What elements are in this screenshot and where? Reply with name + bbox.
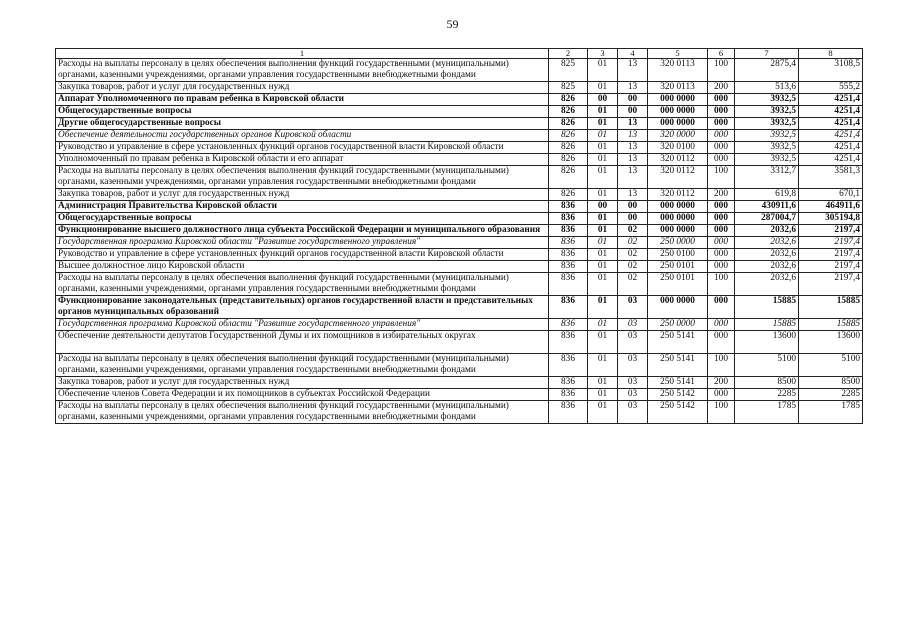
table-row <box>56 354 863 377</box>
expense-type-code-cell: 100 <box>708 166 735 189</box>
target-item-code-cell: 250 5141 <box>648 354 708 377</box>
amount-year2-cell: 1785 <box>799 401 863 424</box>
amount-year1-cell: 3932,5 <box>735 118 799 130</box>
subsection-code-cell: 03 <box>618 389 648 401</box>
target-item-code-cell: 320 0000 <box>648 130 708 142</box>
target-item-code-cell: 320 0112 <box>648 166 708 189</box>
amount-year1-cell: 1785 <box>735 401 799 424</box>
amount-year2-cell: 464911,6 <box>799 201 863 213</box>
amount-year1-cell: 2032,6 <box>735 273 799 296</box>
expense-type-code-cell: 000 <box>708 106 735 118</box>
amount-year1-cell: 2032,6 <box>735 225 799 237</box>
expense-type-code-cell: 000 <box>708 389 735 401</box>
target-item-code-cell: 000 0000 <box>648 106 708 118</box>
section-code-cell: 01 <box>588 389 618 401</box>
table-row <box>56 130 863 142</box>
amount-year2-cell: 2197,4 <box>799 261 863 273</box>
target-item-code-cell: 000 0000 <box>648 296 708 319</box>
ministry-code-cell: 836 <box>549 225 588 237</box>
expense-type-code-cell: 100 <box>708 401 735 424</box>
section-code-cell: 01 <box>588 237 618 249</box>
expense-type-code-cell: 000 <box>708 261 735 273</box>
target-item-code-cell: 250 0101 <box>648 261 708 273</box>
target-item-code-cell: 320 0100 <box>648 142 708 154</box>
amount-year1-cell: 3932,5 <box>735 130 799 142</box>
section-code-cell: 01 <box>588 130 618 142</box>
amount-year1-cell: 2032,6 <box>735 249 799 261</box>
subsection-code-cell: 13 <box>618 82 648 94</box>
expense-description-cell: Закупка товаров, работ и услуг для государственных нужд <box>56 377 549 389</box>
ministry-code-cell: 836 <box>549 237 588 249</box>
table-row <box>56 249 863 261</box>
target-item-code-cell: 000 0000 <box>648 225 708 237</box>
table-row <box>56 106 863 118</box>
amount-year2-cell: 4251,4 <box>799 142 863 154</box>
table-row <box>56 401 863 424</box>
target-item-code-cell: 320 0112 <box>648 189 708 201</box>
ministry-code-cell: 826 <box>549 154 588 166</box>
subsection-code-cell: 13 <box>618 189 648 201</box>
amount-year1-cell: 2032,6 <box>735 261 799 273</box>
ministry-code-cell: 836 <box>549 319 588 331</box>
expense-description-cell: Закупка товаров, работ и услуг для государственных нужд <box>56 189 549 201</box>
subsection-code-cell: 00 <box>618 201 648 213</box>
expense-description-cell: Расходы на выплаты персоналу в целях обеспечения выполнения функций государственными (муниципальными) органами, казенными учреждениями, органами управления государственными внебюджетными фондами <box>56 401 549 424</box>
expense-description-cell: Обеспечение деятельности государственных органов Кировской области <box>56 130 549 142</box>
amount-year1-cell: 3932,5 <box>735 94 799 106</box>
amount-year2-cell: 555,2 <box>799 82 863 94</box>
ministry-code-cell: 836 <box>549 389 588 401</box>
ministry-code-cell: 836 <box>549 401 588 424</box>
section-code-cell: 01 <box>588 142 618 154</box>
expense-description-cell: Расходы на выплаты персоналу в целях обеспечения выполнения функций государственными (муниципальными) органами, казенными учреждениями, органами управления государственными внебюджетными фондами <box>56 59 549 82</box>
expense-type-code-cell: 100 <box>708 59 735 82</box>
table-row <box>56 189 863 201</box>
amount-year2-cell: 4251,4 <box>799 130 863 142</box>
table-row <box>56 82 863 94</box>
expense-type-code-cell: 000 <box>708 154 735 166</box>
ministry-code-cell: 836 <box>549 249 588 261</box>
amount-year2-cell: 2197,4 <box>799 273 863 296</box>
section-code-cell: 01 <box>588 249 618 261</box>
target-item-code-cell: 250 0101 <box>648 273 708 296</box>
section-code-cell: 01 <box>588 273 618 296</box>
column-header: 6 <box>708 49 735 59</box>
table-row <box>56 331 863 354</box>
section-code-cell: 00 <box>588 201 618 213</box>
amount-year1-cell: 8500 <box>735 377 799 389</box>
section-code-cell: 00 <box>588 94 618 106</box>
column-header: 4 <box>618 49 648 59</box>
expense-type-code-cell: 000 <box>708 296 735 319</box>
amount-year1-cell: 3312,7 <box>735 166 799 189</box>
section-code-cell: 01 <box>588 225 618 237</box>
column-header: 5 <box>648 49 708 59</box>
subsection-code-cell: 00 <box>618 106 648 118</box>
expense-description-cell: Государственная программа Кировской области "Развитие государственного управления" <box>56 237 549 249</box>
subsection-code-cell: 00 <box>618 213 648 225</box>
amount-year2-cell: 13600 <box>799 331 863 354</box>
page-number: 59 <box>446 17 459 31</box>
expense-type-code-cell: 000 <box>708 237 735 249</box>
table-row <box>56 296 863 319</box>
target-item-code-cell: 250 5142 <box>648 389 708 401</box>
amount-year1-cell: 13600 <box>735 331 799 354</box>
section-code-cell: 01 <box>588 154 618 166</box>
subsection-code-cell: 03 <box>618 319 648 331</box>
ministry-code-cell: 825 <box>549 82 588 94</box>
subsection-code-cell: 13 <box>618 59 648 82</box>
amount-year2-cell: 2197,4 <box>799 249 863 261</box>
expense-type-code-cell: 000 <box>708 331 735 354</box>
amount-year1-cell: 2875,4 <box>735 59 799 82</box>
ministry-code-cell: 836 <box>549 213 588 225</box>
subsection-code-cell: 13 <box>618 130 648 142</box>
table-row <box>56 154 863 166</box>
section-code-cell: 01 <box>588 401 618 424</box>
subsection-code-cell: 02 <box>618 261 648 273</box>
table-row <box>56 166 863 189</box>
expense-type-code-cell: 000 <box>708 142 735 154</box>
table-row <box>56 261 863 273</box>
column-header: 3 <box>588 49 618 59</box>
table-row <box>56 142 863 154</box>
expense-type-code-cell: 000 <box>708 225 735 237</box>
table-row <box>56 319 863 331</box>
expense-type-code-cell: 000 <box>708 319 735 331</box>
expense-type-code-cell: 000 <box>708 201 735 213</box>
amount-year1-cell: 619,8 <box>735 189 799 201</box>
subsection-code-cell: 13 <box>618 154 648 166</box>
ministry-code-cell: 826 <box>549 166 588 189</box>
section-code-cell: 01 <box>588 106 618 118</box>
ministry-code-cell: 826 <box>549 189 588 201</box>
expense-description-cell: Общегосударственные вопросы <box>56 213 549 225</box>
ministry-code-cell: 836 <box>549 261 588 273</box>
subsection-code-cell: 03 <box>618 401 648 424</box>
column-header: 8 <box>799 49 863 59</box>
amount-year2-cell: 4251,4 <box>799 118 863 130</box>
table-row <box>56 59 863 82</box>
amount-year2-cell: 4251,4 <box>799 106 863 118</box>
section-code-cell: 01 <box>588 82 618 94</box>
amount-year2-cell: 670,1 <box>799 189 863 201</box>
amount-year2-cell: 8500 <box>799 377 863 389</box>
amount-year1-cell: 5100 <box>735 354 799 377</box>
amount-year2-cell: 15885 <box>799 319 863 331</box>
table-row <box>56 377 863 389</box>
subsection-code-cell: 02 <box>618 237 648 249</box>
section-code-cell: 01 <box>588 319 618 331</box>
expense-description-cell: Общегосударственные вопросы <box>56 106 549 118</box>
ministry-code-cell: 836 <box>549 296 588 319</box>
subsection-code-cell: 02 <box>618 273 648 296</box>
section-code-cell: 01 <box>588 118 618 130</box>
expense-type-code-cell: 000 <box>708 130 735 142</box>
target-item-code-cell: 000 0000 <box>648 118 708 130</box>
amount-year1-cell: 15885 <box>735 296 799 319</box>
expense-type-code-cell: 000 <box>708 94 735 106</box>
amount-year1-cell: 2032,6 <box>735 237 799 249</box>
budget-table <box>55 48 863 424</box>
amount-year2-cell: 5100 <box>799 354 863 377</box>
table-row <box>56 225 863 237</box>
target-item-code-cell: 000 0000 <box>648 201 708 213</box>
table-row <box>56 201 863 213</box>
subsection-code-cell: 03 <box>618 296 648 319</box>
amount-year2-cell: 3581,3 <box>799 166 863 189</box>
table-row <box>56 273 863 296</box>
expense-description-cell: Закупка товаров, работ и услуг для государственных нужд <box>56 82 549 94</box>
target-item-code-cell: 250 0000 <box>648 237 708 249</box>
subsection-code-cell: 13 <box>618 166 648 189</box>
expense-type-code-cell: 000 <box>708 118 735 130</box>
amount-year1-cell: 3932,5 <box>735 106 799 118</box>
target-item-code-cell: 000 0000 <box>648 94 708 106</box>
amount-year1-cell: 430911,6 <box>735 201 799 213</box>
ministry-code-cell: 825 <box>549 59 588 82</box>
target-item-code-cell: 250 5141 <box>648 331 708 354</box>
expense-type-code-cell: 000 <box>708 213 735 225</box>
expense-type-code-cell: 200 <box>708 189 735 201</box>
column-header: 2 <box>549 49 588 59</box>
amount-year2-cell: 3108,5 <box>799 59 863 82</box>
expense-type-code-cell: 200 <box>708 377 735 389</box>
table-row <box>56 237 863 249</box>
table-row <box>56 94 863 106</box>
target-item-code-cell: 250 5141 <box>648 377 708 389</box>
expense-description-cell: Руководство и управление в сфере установленных функций органов государственной власти Кировской области <box>56 142 549 154</box>
section-code-cell: 01 <box>588 331 618 354</box>
subsection-code-cell: 13 <box>618 118 648 130</box>
amount-year2-cell: 2285 <box>799 389 863 401</box>
subsection-code-cell: 03 <box>618 377 648 389</box>
amount-year1-cell: 287004,7 <box>735 213 799 225</box>
target-item-code-cell: 250 0000 <box>648 319 708 331</box>
target-item-code-cell: 320 0113 <box>648 82 708 94</box>
column-number-row <box>56 49 863 59</box>
expense-description-cell: Аппарат Уполномоченного по правам ребенка в Кировской области <box>56 94 549 106</box>
ministry-code-cell: 826 <box>549 106 588 118</box>
expense-description-cell: Обеспечение членов Совета Федерации и их помощников в субъектах Российской Федерации <box>56 389 549 401</box>
table-row <box>56 118 863 130</box>
expense-description-cell: Функционирование высшего должностного лица субъекта Российской Федерации и муниципального образования <box>56 225 549 237</box>
ministry-code-cell: 826 <box>549 130 588 142</box>
expense-description-cell: Другие общегосударственные вопросы <box>56 118 549 130</box>
target-item-code-cell: 000 0000 <box>648 213 708 225</box>
amount-year1-cell: 2285 <box>735 389 799 401</box>
section-code-cell: 01 <box>588 296 618 319</box>
target-item-code-cell: 320 0112 <box>648 154 708 166</box>
ministry-code-cell: 826 <box>549 142 588 154</box>
column-header: 7 <box>735 49 799 59</box>
section-code-cell: 01 <box>588 354 618 377</box>
table-row <box>56 213 863 225</box>
target-item-code-cell: 250 0100 <box>648 249 708 261</box>
section-code-cell: 01 <box>588 166 618 189</box>
ministry-code-cell: 826 <box>549 94 588 106</box>
section-code-cell: 01 <box>588 189 618 201</box>
amount-year2-cell: 4251,4 <box>799 94 863 106</box>
expense-type-code-cell: 100 <box>708 273 735 296</box>
amount-year1-cell: 3932,5 <box>735 154 799 166</box>
subsection-code-cell: 03 <box>618 354 648 377</box>
expense-description-cell: Расходы на выплаты персоналу в целях обеспечения выполнения функций государственными (муниципальными) органами, казенными учреждениями, органами управления государственными внебюджетными фондами <box>56 273 549 296</box>
ministry-code-cell: 836 <box>549 273 588 296</box>
amount-year2-cell: 2197,4 <box>799 237 863 249</box>
expense-description-cell: Функционирование законодательных (представительных) органов государственной власти и представительных органов муниципальных образований <box>56 296 549 319</box>
ministry-code-cell: 826 <box>549 118 588 130</box>
section-code-cell: 01 <box>588 59 618 82</box>
subsection-code-cell: 00 <box>618 94 648 106</box>
expense-type-code-cell: 100 <box>708 354 735 377</box>
expense-description-cell: Расходы на выплаты персоналу в целях обеспечения выполнения функций государственными (муниципальными) органами, казенными учреждениями, органами управления государственными внебюджетными фондами <box>56 354 549 377</box>
target-item-code-cell: 250 5142 <box>648 401 708 424</box>
amount-year2-cell: 2197,4 <box>799 225 863 237</box>
ministry-code-cell: 836 <box>549 354 588 377</box>
subsection-code-cell: 03 <box>618 331 648 354</box>
amount-year1-cell: 3932,5 <box>735 142 799 154</box>
ministry-code-cell: 836 <box>549 331 588 354</box>
column-header: 1 <box>56 49 549 59</box>
ministry-code-cell: 836 <box>549 377 588 389</box>
section-code-cell: 01 <box>588 377 618 389</box>
subsection-code-cell: 02 <box>618 225 648 237</box>
target-item-code-cell: 320 0113 <box>648 59 708 82</box>
subsection-code-cell: 02 <box>618 249 648 261</box>
expense-type-code-cell: 200 <box>708 82 735 94</box>
expense-description-cell: Расходы на выплаты персоналу в целях обеспечения выполнения функций государственными (муниципальными) органами, казенными учреждениями, органами управления государственными внебюджетными фондами <box>56 166 549 189</box>
expense-type-code-cell: 000 <box>708 249 735 261</box>
ministry-code-cell: 836 <box>549 201 588 213</box>
expense-description-cell: Обеспечение деятельности депутатов Государственной Думы и их помощников в избирательных округах <box>56 331 549 354</box>
amount-year2-cell: 15885 <box>799 296 863 319</box>
expense-description-cell: Администрация Правительства Кировской области <box>56 201 549 213</box>
expense-description-cell: Уполномоченный по правам ребенка в Кировской области и его аппарат <box>56 154 549 166</box>
section-code-cell: 01 <box>588 213 618 225</box>
amount-year2-cell: 305194,8 <box>799 213 863 225</box>
amount-year1-cell: 15885 <box>735 319 799 331</box>
section-code-cell: 01 <box>588 261 618 273</box>
expense-description-cell: Государственная программа Кировской области "Развитие государственного управления" <box>56 319 549 331</box>
subsection-code-cell: 13 <box>618 142 648 154</box>
expense-description-cell: Руководство и управление в сфере установленных функций органов государственной власти Кировской области <box>56 249 549 261</box>
amount-year1-cell: 513,6 <box>735 82 799 94</box>
amount-year2-cell: 4251,4 <box>799 154 863 166</box>
table-row <box>56 389 863 401</box>
expense-description-cell: Высшее должностное лицо Кировской области <box>56 261 549 273</box>
